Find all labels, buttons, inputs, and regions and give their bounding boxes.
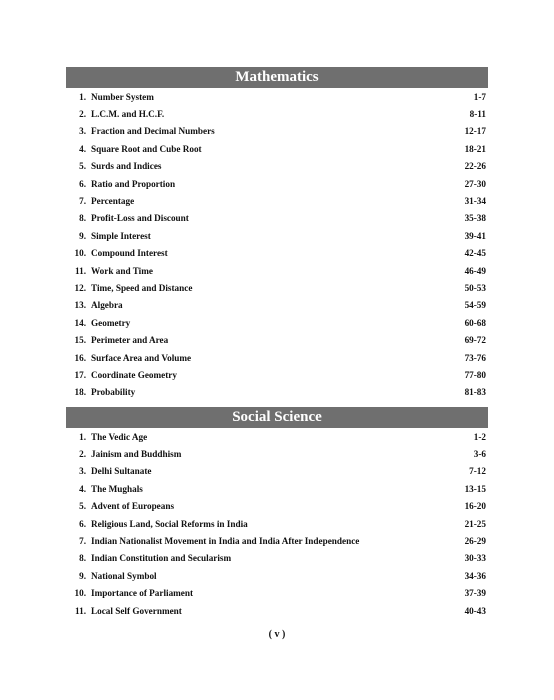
toc-entry-title: Surds and Indices — [91, 161, 162, 172]
toc-entry — [66, 297, 488, 314]
toc-entry-title: Coordinate Geometry — [91, 369, 177, 380]
toc-entry-number: 11. — [75, 605, 86, 616]
toc-entry-number: 5. — [79, 501, 86, 512]
toc-entry — [66, 445, 488, 462]
toc-entry — [66, 567, 488, 584]
toc-entry-pages: 30-33 — [464, 553, 486, 564]
toc-entry-number: 4. — [79, 143, 86, 154]
toc-entry — [66, 140, 488, 157]
toc-entry-number: 1. — [79, 431, 86, 442]
toc-entry — [66, 463, 488, 480]
toc-entry-title: Compound Interest — [91, 248, 168, 259]
toc-entry-pages: 8-11 — [469, 109, 486, 120]
toc-entry-number: 6. — [79, 518, 86, 529]
toc-entry — [66, 366, 488, 383]
toc-entry — [66, 602, 488, 619]
toc-entry-pages: 50-53 — [464, 282, 486, 293]
toc-entry-pages: 7-12 — [469, 466, 486, 477]
toc-entry-pages: 42-45 — [464, 248, 486, 259]
toc-entry — [66, 331, 488, 348]
toc-entry-number: 14. — [74, 317, 86, 328]
toc-entry-pages: 73-76 — [464, 352, 486, 363]
toc-entry-title: Probability — [91, 387, 136, 398]
toc-entry-pages: 27-30 — [464, 178, 486, 189]
toc-entry-pages: 3-6 — [473, 449, 486, 460]
toc-entry-number: 3. — [79, 466, 86, 477]
toc-entry-pages: 69-72 — [464, 335, 486, 346]
toc-entry-title: Square Root and Cube Root — [91, 143, 202, 154]
toc-entry-number: 15. — [74, 335, 86, 346]
toc-entry — [66, 550, 488, 567]
toc-entry-title: Geometry — [91, 317, 131, 328]
toc-entry-number: 17. — [74, 369, 86, 380]
toc-entry-number: 16. — [74, 352, 86, 363]
toc-entry-number: 5. — [79, 161, 86, 172]
toc-entry — [66, 158, 488, 175]
toc-entry-pages: 39-41 — [464, 230, 486, 241]
toc-entry-title: Religious Land, Social Reforms in India — [91, 518, 248, 529]
toc-entry-number: 13. — [74, 300, 86, 311]
toc-entry — [66, 88, 488, 105]
toc-entry — [66, 384, 488, 401]
toc-entry — [66, 227, 488, 244]
toc-entry-number: 7. — [79, 536, 86, 547]
toc-entry-title: Profit-Loss and Discount — [91, 213, 189, 224]
toc-entry-number: 2. — [79, 449, 86, 460]
toc-entry-pages: 1-2 — [473, 431, 486, 442]
toc-entry-pages: 16-20 — [464, 501, 486, 512]
toc-entry — [66, 175, 488, 192]
toc-entry-pages: 26-29 — [464, 536, 486, 547]
toc-entry — [66, 245, 488, 262]
toc-entry — [66, 585, 488, 602]
toc-entry-pages: 35-38 — [464, 213, 486, 224]
toc-entry-title: National Symbol — [91, 570, 157, 581]
toc-entry-number: 8. — [79, 213, 86, 224]
toc-entry — [66, 262, 488, 279]
toc-entry — [66, 532, 488, 549]
toc-entry — [66, 105, 488, 122]
toc-entry-pages: 21-25 — [464, 518, 486, 529]
toc-entry-number: 11. — [75, 265, 86, 276]
toc-entry-number: 7. — [79, 196, 86, 207]
section-header-mathematics: Mathematics — [66, 67, 488, 88]
toc-entry-pages: 12-17 — [464, 126, 486, 137]
toc-entry-title: Jainism and Buddhism — [91, 449, 182, 460]
toc-entry-title: Indian Nationalist Movement in India and India After Independence — [91, 536, 360, 547]
toc-entry-pages: 77-80 — [464, 369, 486, 380]
toc-entry — [66, 123, 488, 140]
toc-entry-title: Number System — [91, 91, 154, 102]
toc-entry-pages: 37-39 — [464, 588, 486, 599]
toc-entry-pages: 34-36 — [464, 570, 486, 581]
toc-entry — [66, 428, 488, 445]
toc-entry-title: The Vedic Age — [91, 431, 148, 442]
toc-entry-number: 3. — [79, 126, 86, 137]
section-header-social-science: Social Science — [66, 407, 488, 428]
toc-entry-pages: 1-7 — [473, 91, 486, 102]
toc-entry-number: 18. — [74, 387, 86, 398]
toc-entry-title: Local Self Government — [91, 605, 182, 616]
toc-entry-title: Simple Interest — [91, 230, 151, 241]
toc-entry-pages: 46-49 — [464, 265, 486, 276]
toc-entry — [66, 515, 488, 532]
toc-entry-number: 9. — [79, 570, 86, 581]
toc-entry-number: 8. — [79, 553, 86, 564]
toc-entry-title: Delhi Sultanate — [91, 466, 152, 477]
page-number: ( v ) — [268, 629, 286, 640]
toc-entry — [66, 349, 488, 366]
toc-entry-title: Algebra — [91, 300, 123, 311]
toc-entry-pages: 31-34 — [464, 196, 486, 207]
toc-entry — [66, 210, 488, 227]
toc-entry-pages: 13-15 — [464, 483, 486, 494]
toc-entry-title: Advent of Europeans — [91, 501, 175, 512]
toc-entry-title: The Mughals — [91, 483, 143, 494]
toc-entry — [66, 192, 488, 209]
toc-entry — [66, 314, 488, 331]
toc-entry-title: Fraction and Decimal Numbers — [91, 126, 215, 137]
toc-entry-pages: 22-26 — [464, 161, 486, 172]
toc-entry-title: Time, Speed and Distance — [91, 282, 193, 293]
toc-entry-title: Percentage — [91, 196, 135, 207]
toc-entry-number: 10. — [74, 588, 86, 599]
toc-list-social-science — [66, 428, 488, 619]
toc-entry-title: Indian Constitution and Secularism — [91, 553, 232, 564]
toc-entry — [66, 279, 488, 296]
toc-entry-pages: 40-43 — [464, 605, 486, 616]
toc-entry-pages: 60-68 — [464, 317, 486, 328]
toc-entry-number: 12. — [74, 282, 86, 293]
toc-entry-pages: 54-59 — [464, 300, 486, 311]
toc-entry-number: 1. — [79, 91, 86, 102]
toc-entry-pages: 18-21 — [464, 143, 486, 154]
toc-entry-title: Perimeter and Area — [91, 335, 169, 346]
toc-entry-title: L.C.M. and H.C.F. — [91, 109, 165, 120]
toc-entry-number: 9. — [79, 230, 86, 241]
toc-entry-title: Surface Area and Volume — [91, 352, 192, 363]
toc-entry-title: Importance of Parliament — [91, 588, 194, 599]
toc-entry-number: 4. — [79, 483, 86, 494]
toc-entry-title: Work and Time — [91, 265, 153, 276]
toc-entry-number: 6. — [79, 178, 86, 189]
toc-entry-pages: 81-83 — [464, 387, 486, 398]
toc-list-mathematics — [66, 88, 488, 401]
toc-entry-title: Ratio and Proportion — [91, 178, 176, 189]
toc-entry-number: 10. — [74, 248, 86, 259]
toc-entry-number: 2. — [79, 109, 86, 120]
toc-entry — [66, 480, 488, 497]
toc-entry — [66, 498, 488, 515]
